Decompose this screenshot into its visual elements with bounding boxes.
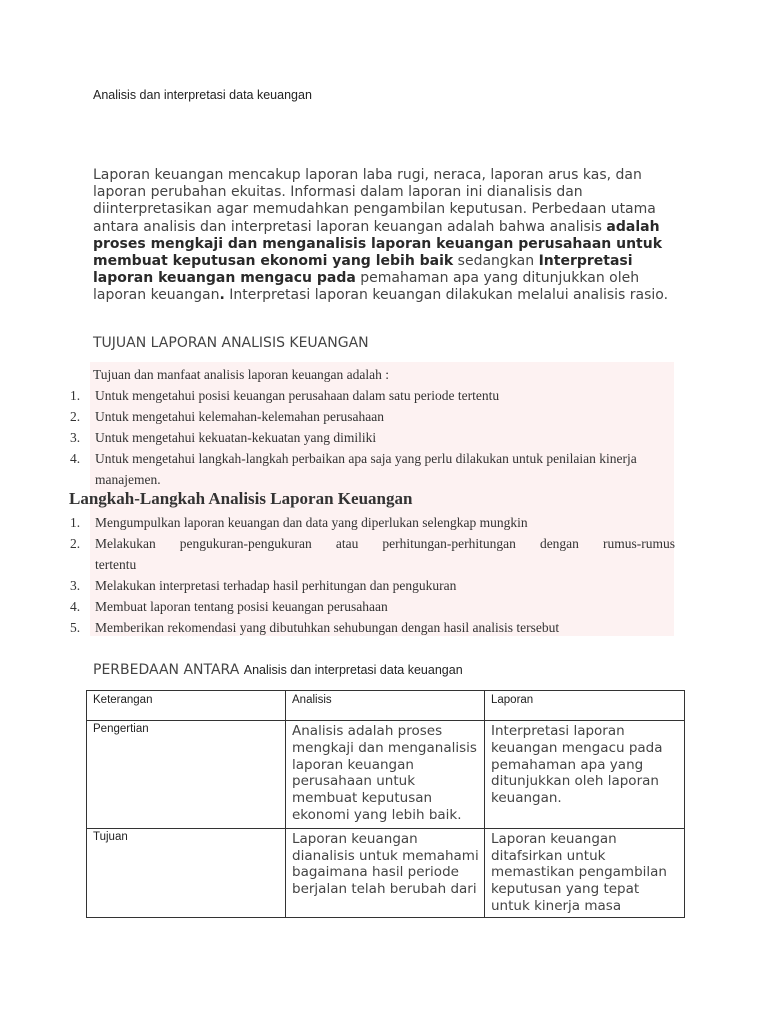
list-text: Untuk mengetahui kekuatan-kekuatan yang dimiliki — [95, 430, 377, 445]
list-text: Untuk mengetahui posisi keuangan perusahaan dalam satu periode tertentu — [95, 388, 500, 403]
list-item — [70, 575, 675, 596]
comparison-table — [86, 690, 685, 918]
list-number: 1. — [70, 515, 81, 530]
list-item — [70, 385, 675, 406]
row-label-tujuan: Tujuan — [87, 828, 286, 917]
list-text: Melakukan interpretasi terhadap hasil perhitungan dan pengukuran — [95, 578, 457, 593]
perbedaan-heading — [93, 662, 463, 678]
table-row — [87, 828, 685, 917]
row-label-pengertian: Pengertian — [87, 721, 286, 829]
tujuan-list — [70, 385, 675, 490]
table-row — [87, 721, 685, 829]
list-text: Untuk mengetahui langkah-langkah perbaikan apa saja yang perlu dilakukan untuk penilaian kinerja manajemen. — [95, 451, 637, 487]
cell-tujuan-analisis — [286, 828, 485, 917]
list-item — [70, 406, 675, 427]
langkah-list — [70, 512, 675, 638]
list-text: Melakukan pengukuran-pengukuran atau perhitungan-perhitungan dengan rumus-rumus — [95, 536, 675, 551]
intro-bold-period: . — [219, 287, 225, 304]
list-number: 3. — [70, 578, 81, 593]
langkah-heading: Langkah-Langkah Analisis Laporan Keuangan — [69, 489, 413, 508]
table-header-row — [87, 691, 685, 721]
list-number: 3. — [70, 430, 81, 445]
list-item — [70, 533, 675, 575]
intro-text: sedangkan — [453, 253, 539, 270]
header-cell-analisis: Analisis — [286, 691, 485, 721]
intro-paragraph — [93, 167, 673, 305]
list-text: Membuat laporan tentang posisi keuangan perusahaan — [95, 599, 388, 614]
cell-pengertian-analisis: Analisis adalah proses mengkaji dan menganalisis laporan keuangan perusahaan untuk membuat keputusan ekonomi yang lebih baik. — [286, 721, 485, 829]
header-cell-keterangan: Keterangan — [87, 691, 286, 721]
list-item — [70, 427, 675, 448]
list-text: Memberikan rekomendasi yang dibutuhkan sehubungan dengan hasil analisis tersebut — [95, 620, 560, 635]
intro-bold-interpretasi: Interpretasi laporan keuangan mengacu pada — [93, 253, 633, 287]
cell-tujuan-laporan-text: Laporan keuangan ditafsirkan untuk memastikan pengambilan keputusan yang tepat untuk kinerja masa — [491, 830, 667, 913]
list-number: 5. — [70, 620, 81, 635]
list-item — [70, 596, 675, 617]
list-number: 2. — [70, 409, 81, 424]
cell-tujuan-analisis-text: Laporan keuangan dianalisis untuk memahami bagaimana hasil periode berjalan telah berubah dari — [292, 830, 479, 898]
intro-text: Interpretasi laporan keuangan dilakukan melalui analisis rasio. — [224, 287, 669, 304]
list-number: 1. — [70, 388, 81, 403]
list-number: 4. — [70, 451, 81, 466]
intro-text: Laporan keuangan mencakup laporan laba rugi, neraca, laporan arus kas, dan laporan perubahan ekuitas. Informasi dalam laporan ini dianalisis dan diinterpretasikan agar memudahkan pengambilan keputusan. Perbedaan utama antara analisis dan interpretasi laporan keuangan adalah bahwa analisis — [93, 167, 656, 235]
perbedaan-heading-main: PERBEDAAN ANTARA — [93, 662, 240, 678]
tujuan-heading: TUJUAN LAPORAN ANALISIS KEUANGAN — [93, 335, 369, 351]
header-cell-laporan: Laporan — [485, 691, 685, 721]
list-text-continuation: tertentu — [95, 557, 137, 572]
list-text: Mengumpulkan laporan keuangan dan data yang diperlukan selengkap mungkin — [95, 515, 528, 530]
list-item — [70, 617, 675, 638]
intro-bold-analisis: adalah proses mengkaji dan menganalisis laporan keuangan perusahaan untuk membuat keputusan ekonomi yang lebih baik — [93, 218, 663, 270]
list-item — [70, 512, 675, 533]
list-text: Untuk mengetahui kelemahan-kelemahan perusahaan — [95, 409, 385, 424]
list-number: 4. — [70, 599, 81, 614]
tujuan-lead: Tujuan dan manfaat analisis laporan keuangan adalah : — [93, 367, 390, 382]
perbedaan-heading-suffix: Analisis dan interpretasi data keuangan — [243, 663, 463, 677]
cell-pengertian-laporan: Interpretasi laporan keuangan mengacu pada pemahaman apa yang ditunjukkan oleh laporan keuangan. — [485, 721, 685, 829]
intro-text: pemahaman apa yang ditunjukkan oleh laporan keuangan — [93, 270, 640, 304]
list-number: 2. — [70, 536, 81, 551]
document-title: Analisis dan interpretasi data keuangan — [93, 88, 312, 102]
cell-tujuan-laporan — [485, 828, 685, 917]
list-item — [70, 448, 675, 490]
